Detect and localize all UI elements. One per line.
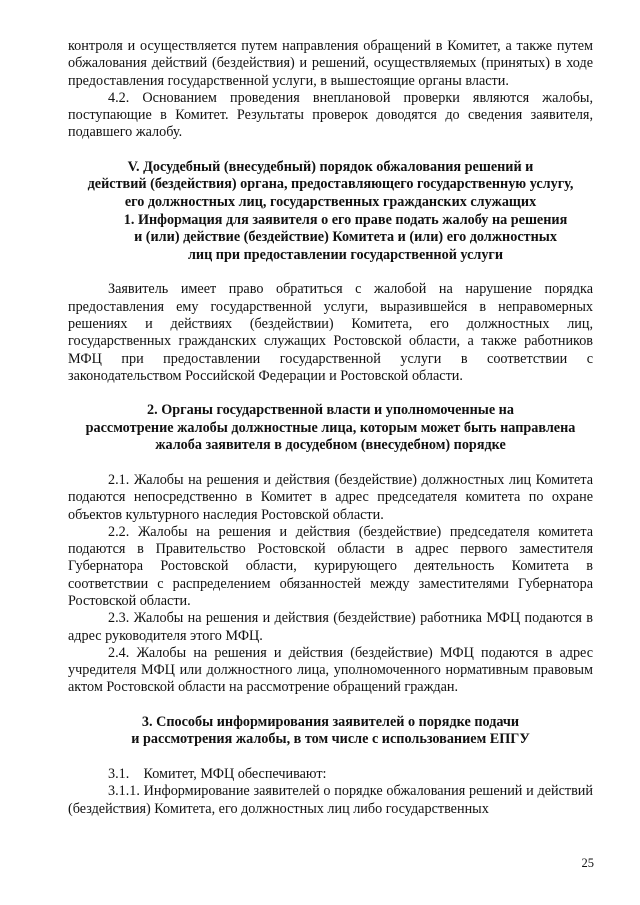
paragraph-4-2: 4.2. Основанием проведения внеплановой проверки являются жалобы, поступающие в Комитет. Результаты проверок доводятся до сведения заявителя, подавшего жалобу. bbox=[68, 89, 593, 141]
document-page bbox=[68, 38, 593, 818]
section-2-heading-line2: рассмотрение жалобы должностные лица, которым может быть направлена bbox=[85, 419, 576, 436]
section-5-heading-line3: его должностных лиц, государственных гражданских служащих bbox=[124, 193, 537, 210]
paragraph-2-1: 2.1. Жалобы на решения и действия (бездействие) должностных лиц Комитета подаются непосредственно в Комитет в адрес председателя комитета по охране объектов культурного наследия Ростовской области. bbox=[68, 471, 593, 523]
section-2-heading bbox=[68, 402, 593, 455]
section-3-heading bbox=[68, 714, 593, 749]
paragraph-right-to-complain: Заявитель имеет право обратиться с жалобой на нарушение порядка предоставления ему государственной услуги, выразившейся в неправомерных решениях и действиях (бездействии) Комитета, его должностных лиц, государственных гражданских служащих Ростовской области, а также работников МФЦ при предоставлении государственной услуги в соответствии с законодательством Российской Федерации и Ростовской области. bbox=[68, 281, 593, 384]
paragraph-control: контроля и осуществляется путем направления обращений в Комитет, а также путем обжалования действий (бездействия) и решений, осуществляемых (принятых) в ходе предоставления государственной услуги, в вышестоящие органы власти. bbox=[68, 38, 593, 89]
section-5-heading bbox=[68, 159, 593, 265]
paragraph-3-1-1: 3.1.1. Информирование заявителей о порядке обжалования решений и действий (бездействия) Комитета, его должностных лиц либо государственных bbox=[68, 783, 593, 817]
section-2-heading-line1: 2. Органы государственной власти и уполномоченные на bbox=[147, 402, 514, 419]
section-3-heading-line1: 3. Способы информирования заявителей о порядке подачи bbox=[141, 713, 520, 730]
paragraph-2-4: 2.4. Жалобы на решения и действия (бездействие) МФЦ подаются в адрес учредителя МФЦ или должностного лица, уполномоченного нормативным правовым актом Ростовской области на рассмотрение обращений граждан. bbox=[68, 644, 593, 696]
subsection-1-heading-line1: 1. Информация для заявителя о его праве подать жалобу на решения bbox=[123, 211, 568, 228]
subsection-1-heading-line3: лиц при предоставлении государственной услуги bbox=[187, 246, 504, 263]
section-5-heading-line1: V. Досудебный (внесудебный) порядок обжалования решений и bbox=[127, 158, 534, 175]
section-2-heading-line3: жалоба заявителя в досудебном (внесудебном) порядке bbox=[155, 437, 506, 454]
paragraph-3-1: 3.1. Комитет, МФЦ обеспечивают: bbox=[108, 765, 327, 782]
section-5-heading-line2: действий (бездействия) органа, предоставляющего государственную услугу, bbox=[87, 176, 574, 193]
section-3-heading-line2: и рассмотрения жалобы, в том числе с использованием ЕПГУ bbox=[131, 731, 530, 748]
paragraph-2-3: 2.3. Жалобы на решения и действия (бездействие) работника МФЦ подаются в адрес руководителя этого МФЦ. bbox=[68, 610, 593, 644]
paragraph-2-2: 2.2. Жалобы на решения и действия (бездействие) председателя комитета подаются в Правительство Ростовской области в адрес первого заместителя Губернатора Ростовской области, курирующего деятельность Комитета в соответствии с распределением обязанностей между заместителями Губернатора Ростовской области. bbox=[68, 523, 593, 609]
page-number: 25 bbox=[581, 856, 594, 870]
subsection-1-heading-line2: и (или) действие (бездействие) Комитета и (или) его должностных bbox=[134, 229, 557, 246]
